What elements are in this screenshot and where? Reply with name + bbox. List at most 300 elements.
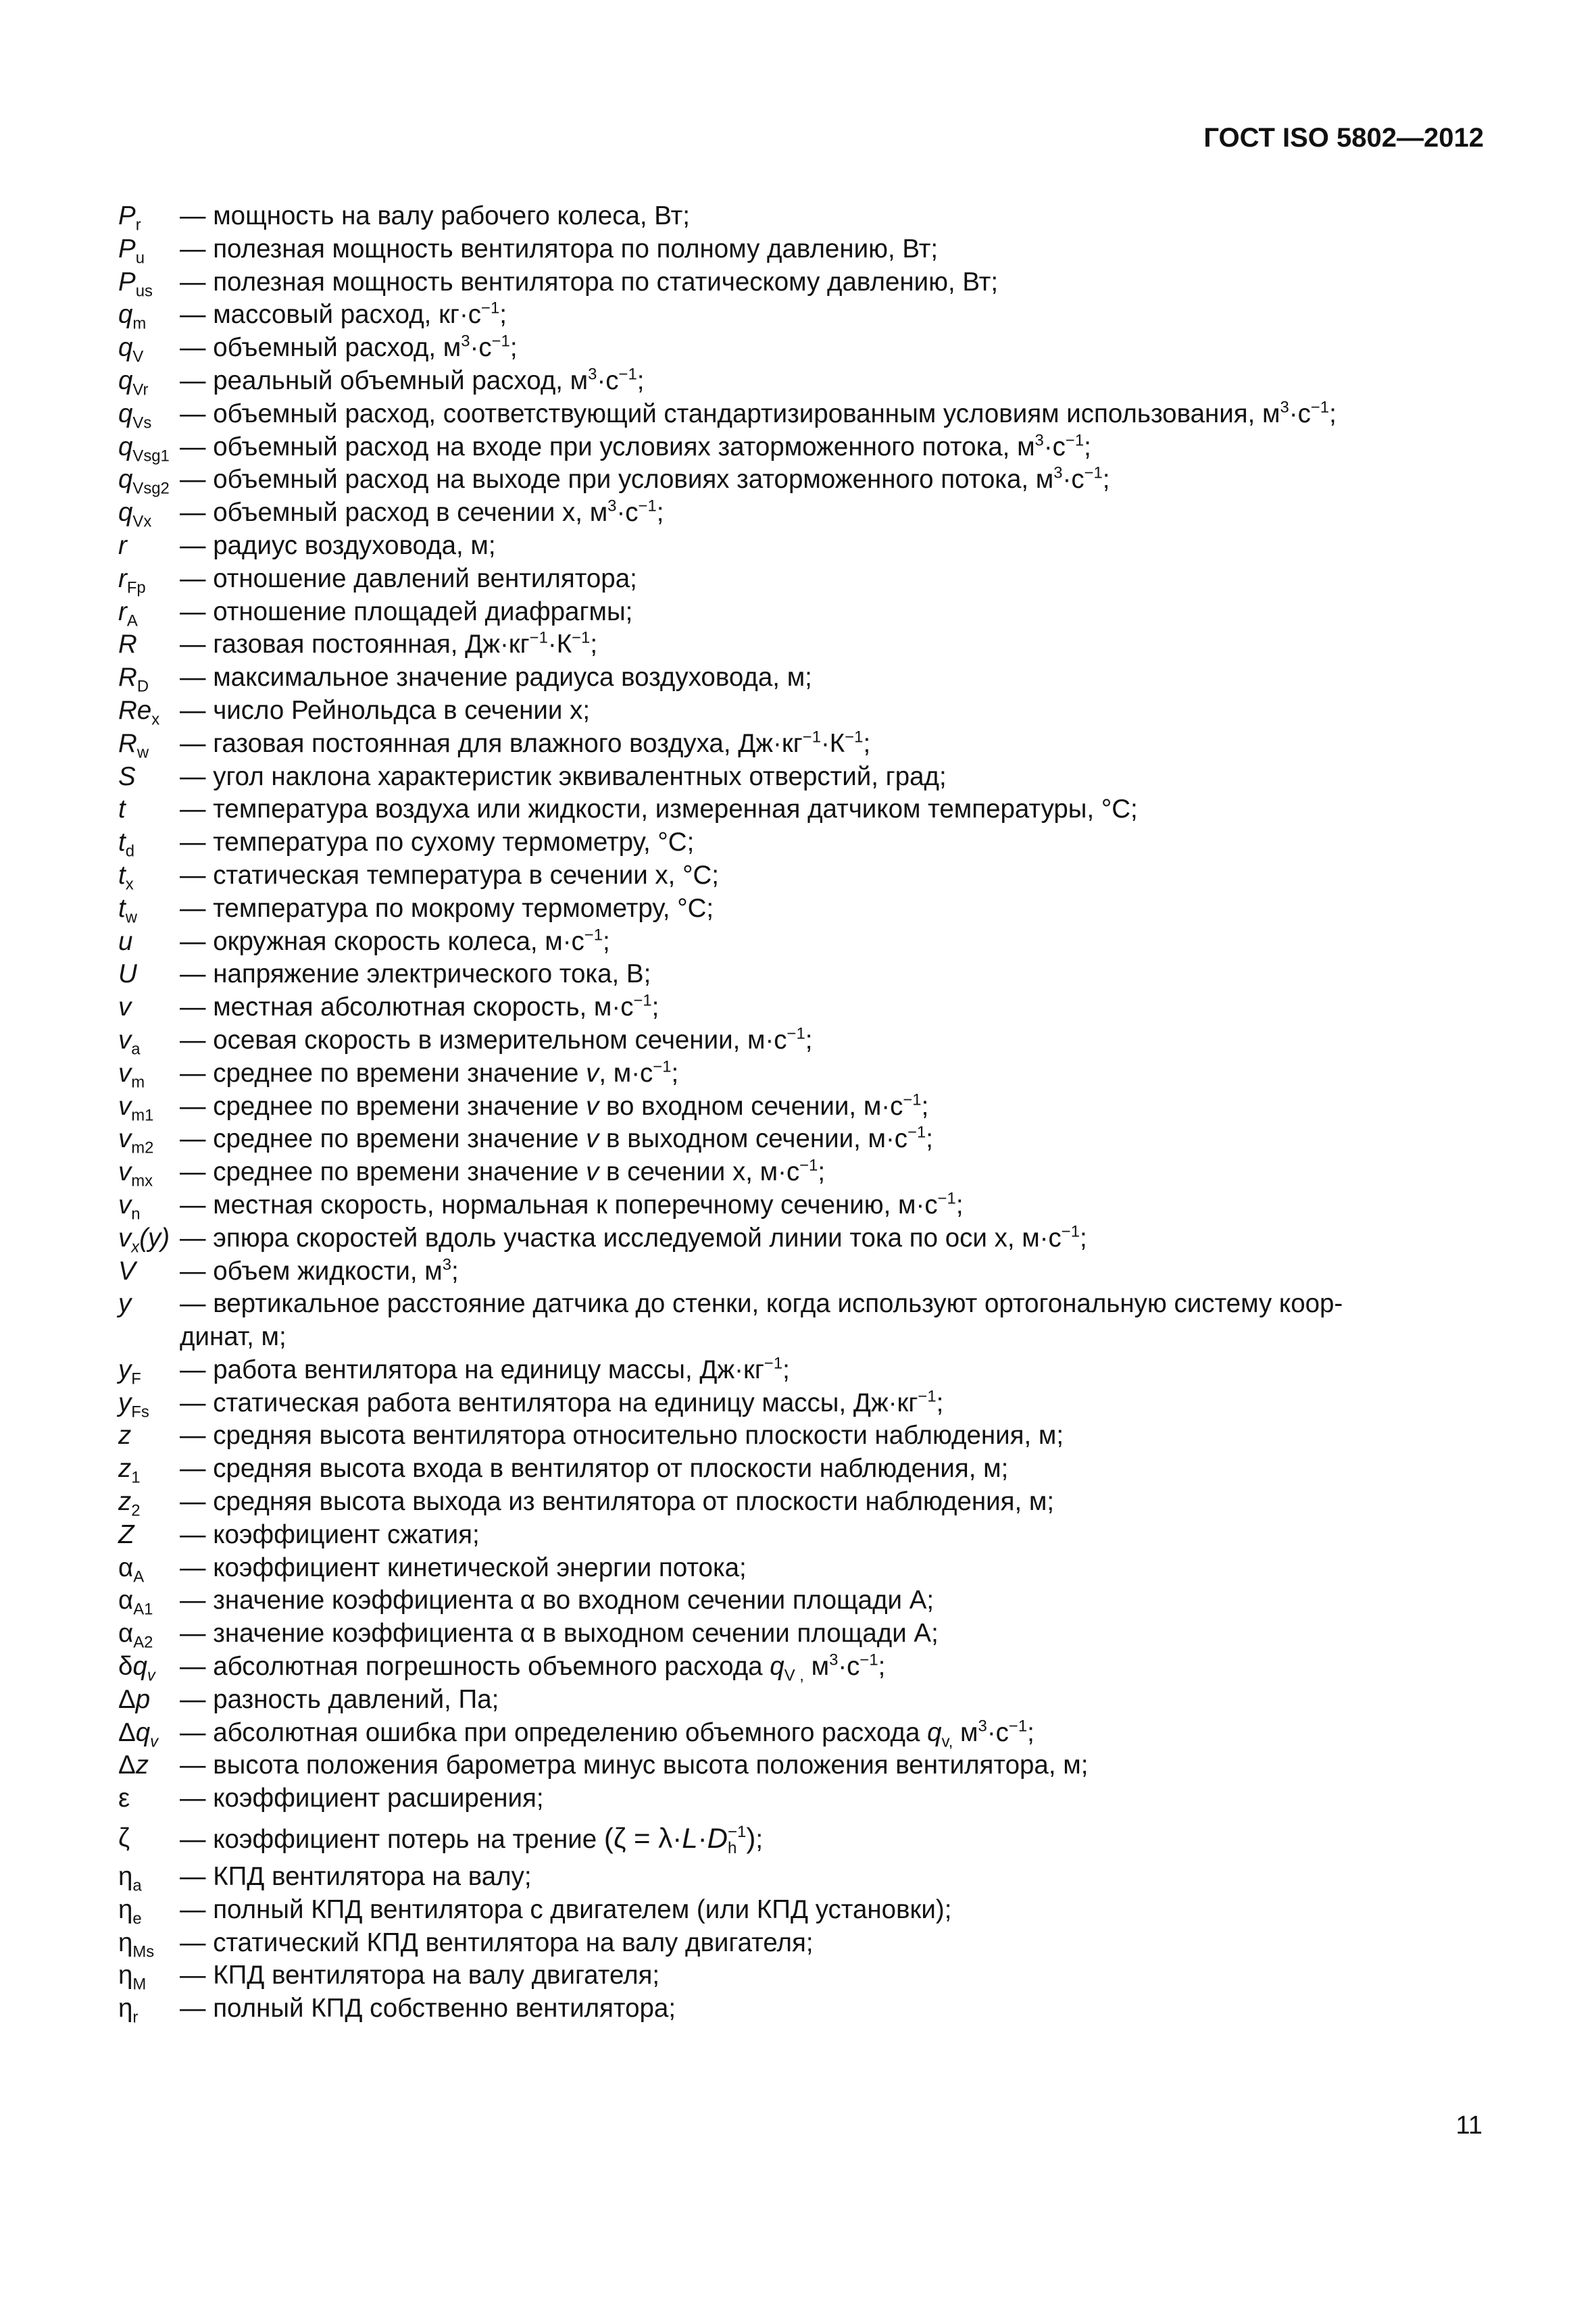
symbol-letter: v <box>118 1124 132 1154</box>
symbol-subscript: r <box>135 216 141 234</box>
definition-text <box>180 628 1487 661</box>
definition-row <box>118 299 1487 332</box>
em-dash: — <box>180 1487 214 1517</box>
symbol-subscript: 1 <box>131 1468 141 1487</box>
symbol <box>118 1057 180 1090</box>
definition-part: ·с <box>1062 465 1084 495</box>
definition-row <box>118 1057 1487 1090</box>
subscript-italic: x <box>131 1238 140 1257</box>
formula-D: D <box>707 1822 728 1855</box>
definition-continuation: динат, м; <box>180 1322 286 1352</box>
superscript: −1 <box>618 365 637 384</box>
definition-row <box>118 1419 1487 1453</box>
em-dash: — <box>180 992 214 1022</box>
definition-text <box>180 463 1487 497</box>
symbol <box>118 793 180 826</box>
em-dash: — <box>180 860 214 890</box>
definition-part: массовый расход, кг·с <box>213 300 482 330</box>
symbol-subscript: A2 <box>133 1633 153 1652</box>
symbol-letter: Z <box>118 1519 134 1549</box>
superscript: −1 <box>918 1387 937 1406</box>
symbol-letter: η <box>118 1861 133 1891</box>
symbol <box>118 1822 180 1855</box>
definition-tail: ; <box>637 366 645 395</box>
symbol-letter: y <box>118 1289 132 1319</box>
symbol <box>118 530 180 563</box>
definition-part: статическая температура в сечении x, °С; <box>213 860 719 890</box>
symbol-subscript <box>131 1238 139 1256</box>
definition-row <box>118 1617 1487 1651</box>
italic-variable: q <box>927 1717 942 1747</box>
definition-text <box>180 991 1487 1024</box>
em-dash: — <box>180 432 214 461</box>
definition-part: газовая постоянная для влажного воздуха, Дж·кг <box>213 728 803 758</box>
definition-tail: ; <box>603 926 610 956</box>
definition-tail: ; <box>955 1190 964 1219</box>
em-dash: — <box>180 728 214 758</box>
em-dash: — <box>180 959 214 989</box>
definition-row <box>118 1927 1487 1960</box>
definition-part: коэффициент кинетической энергии потока; <box>213 1553 747 1582</box>
formula-exponent: −1 <box>727 1822 747 1841</box>
symbol <box>118 398 180 431</box>
definition-text <box>180 728 1487 761</box>
definition-text <box>180 1486 1487 1519</box>
definition-tail: ; <box>451 1256 459 1286</box>
em-dash: — <box>180 828 214 857</box>
definition-part: осевая скорость в измерительном сечении, м·с <box>213 1025 787 1055</box>
definition-part: максимальное значение радиуса воздуховода, м; <box>213 663 812 693</box>
definition-text <box>180 695 1487 728</box>
superscript: −1 <box>764 1354 783 1373</box>
symbol-letter: y <box>118 1355 132 1384</box>
definition-tail: ; <box>509 333 518 363</box>
definition-part: в выходном сечении, м·с <box>599 1124 908 1154</box>
definition-text <box>180 398 1487 431</box>
symbol-letter: q <box>118 432 133 461</box>
superscript: −1 <box>903 1090 922 1109</box>
em-dash: — <box>180 1553 214 1582</box>
italic-variable: q <box>770 1652 784 1682</box>
definition-part: температура воздуха или жидкости, измеренная датчиком температуры, °С; <box>213 795 1138 824</box>
definition-row <box>118 1222 1487 1255</box>
definition-part: местная скорость, нормальная к поперечному сечению, м·с <box>213 1190 938 1219</box>
definition-text <box>180 1651 1487 1684</box>
em-dash: — <box>180 1961 214 1990</box>
definition-part: полезная мощность вентилятора по статическому давлению, Вт; <box>213 267 999 297</box>
em-dash: — <box>180 1619 214 1649</box>
definition-row <box>118 1651 1487 1684</box>
formula-supsub <box>728 1824 746 1857</box>
symbol-letter: q <box>118 300 133 330</box>
definition-text <box>180 1927 1487 1960</box>
superscript: 3 <box>442 1255 451 1274</box>
superscript: −1 <box>529 629 548 648</box>
italic-variable: v <box>586 1058 599 1088</box>
symbol-letter: p <box>135 1684 151 1714</box>
symbol <box>118 1959 180 1992</box>
em-dash: — <box>180 1388 214 1417</box>
symbol <box>118 859 180 892</box>
definition-text <box>180 596 1487 629</box>
definition-text <box>180 563 1487 596</box>
definition-part: мощность на валу рабочего колеса, Вт; <box>213 201 691 230</box>
formula-lambda: λ <box>658 1822 673 1855</box>
symbol <box>118 1222 180 1255</box>
definition-text <box>180 1584 1487 1617</box>
definition-text <box>180 1255 1487 1288</box>
symbol <box>118 233 180 266</box>
definition-text <box>180 1684 1487 1717</box>
em-dash: — <box>180 267 214 297</box>
em-dash: — <box>180 1025 214 1055</box>
definition-tail: ; <box>926 1124 933 1154</box>
definition-row <box>118 926 1487 959</box>
symbol <box>118 1782 180 1815</box>
definition-row <box>118 200 1487 233</box>
definition-part: работа вентилятора на единицу массы, Дж·кг <box>213 1355 764 1384</box>
definition-tail: ; <box>863 728 871 758</box>
symbol-letter: v <box>118 1223 132 1253</box>
symbol-subscript: M <box>132 1975 147 1994</box>
definition-row <box>118 1189 1487 1222</box>
em-dash: — <box>180 1091 214 1121</box>
paren-close: ) <box>746 1822 756 1855</box>
symbol <box>118 1090 180 1124</box>
definition-part: радиус воздуховода, м; <box>213 530 496 560</box>
definition-row <box>118 1584 1487 1617</box>
em-dash: — <box>180 333 214 363</box>
definition-part: реальный объемный расход, м <box>213 366 589 395</box>
definition-tail: ; <box>1084 432 1091 461</box>
symbol-letter: α <box>118 1619 134 1649</box>
symbol <box>118 463 180 497</box>
definition-part: в выходном сечении площади А; <box>535 1619 939 1649</box>
em-dash: — <box>180 1684 214 1714</box>
definition-part: значение коэффициента <box>213 1619 520 1649</box>
definition-row <box>118 1486 1487 1519</box>
symbol-letter: α <box>118 1553 134 1582</box>
definition-text <box>180 1288 1487 1354</box>
symbol-letter: y <box>118 1388 132 1417</box>
symbol <box>118 596 180 629</box>
symbol <box>118 991 180 1024</box>
italic-variable: v <box>586 1157 599 1187</box>
formula-L: L <box>682 1822 698 1855</box>
superscript: −1 <box>907 1124 926 1142</box>
definition-text <box>180 1387 1487 1420</box>
definition-tail: ; <box>499 300 507 330</box>
definition-part: полный КПД собственно вентилятора; <box>213 1994 676 2023</box>
superscript: −1 <box>1084 464 1103 483</box>
definition-text <box>180 530 1487 563</box>
definition-row <box>118 991 1487 1024</box>
definition-row <box>118 1552 1487 1585</box>
definition-part: эпюра скоростей вдоль участка исследуемой линии тока по оси x, м·с <box>213 1223 1062 1253</box>
definition-part: объемный расход в сечении x, м <box>213 498 608 528</box>
symbol-subscript: Ms <box>132 1942 155 1961</box>
superscript: −1 <box>653 1057 672 1076</box>
em-dash: — <box>180 201 214 230</box>
definition-row <box>118 695 1487 728</box>
definition-row <box>118 1782 1487 1815</box>
definition-row <box>118 1822 1487 1857</box>
superscript: 3 <box>978 1717 987 1736</box>
symbol <box>118 497 180 530</box>
formula-dot: · <box>672 1822 682 1855</box>
definition-part: ·с <box>616 498 639 528</box>
definition-part: во входном сечении, м·с <box>599 1091 903 1121</box>
symbol-subscript: mx <box>131 1172 153 1190</box>
italic-variable: v <box>586 1124 599 1154</box>
definition-text <box>180 1992 1487 2026</box>
em-dash: — <box>180 1289 214 1319</box>
symbol <box>118 1156 180 1189</box>
em-dash: — <box>180 761 214 791</box>
definition-tail: ; <box>1027 1717 1034 1747</box>
definition-part: среднее по времени значение <box>213 1091 587 1121</box>
definition-text <box>180 1519 1487 1552</box>
definition-text <box>180 1156 1487 1189</box>
definition-part: м <box>953 1717 978 1747</box>
definition-part: коэффициент расширения; <box>213 1784 544 1813</box>
symbol-letter: Re <box>118 695 152 725</box>
symbol-letter: v <box>118 1025 132 1055</box>
symbol-prefix: δ <box>118 1652 133 1682</box>
symbol <box>118 1419 180 1453</box>
em-dash: — <box>180 1355 214 1384</box>
definition-row <box>118 365 1487 398</box>
definition-row <box>118 661 1487 695</box>
symbol-subscript: A1 <box>133 1600 153 1619</box>
symbol-subscript: m2 <box>131 1138 154 1157</box>
superscript: 3 <box>607 497 617 515</box>
definition-text <box>180 1453 1487 1486</box>
em-dash: — <box>180 1652 214 1682</box>
symbol <box>118 728 180 761</box>
symbol-subscript: Fs <box>131 1403 149 1422</box>
definition-part: средняя высота вентилятора относительно плоскости наблюдения, м; <box>213 1421 1064 1451</box>
symbol <box>118 1617 180 1651</box>
em-dash: — <box>180 1223 214 1253</box>
symbol <box>118 628 180 661</box>
superscript: −1 <box>799 1156 818 1175</box>
definition-text <box>180 761 1487 794</box>
symbol-subscript: m <box>131 1073 145 1092</box>
greek-letter: α <box>520 1619 536 1649</box>
symbol <box>118 1024 180 1057</box>
symbol-subscript: 2 <box>131 1501 141 1520</box>
definition-tail: ; <box>1329 399 1337 428</box>
superscript: 3 <box>461 332 470 351</box>
symbol-subscript: x <box>125 875 134 894</box>
definition-row <box>118 1749 1487 1782</box>
superscript: −1 <box>638 497 657 515</box>
definition-row <box>118 266 1487 299</box>
definition-part: полный КПД вентилятора с двигателем (или КПД установки); <box>213 1894 952 1924</box>
superscript: −1 <box>1310 398 1330 417</box>
symbol-letter: P <box>118 234 136 263</box>
symbol-letter: z <box>118 1454 132 1484</box>
definition-row <box>118 761 1487 794</box>
definition-text <box>180 1552 1487 1585</box>
definition-tail: ; <box>805 1025 813 1055</box>
definition-part: отношение давлений вентилятора; <box>213 563 637 593</box>
definition-text <box>180 431 1487 464</box>
symbol-letter: u <box>118 926 133 956</box>
definition-row <box>118 1156 1487 1189</box>
formula-subscript: h <box>727 1838 737 1857</box>
symbol-letter: S <box>118 761 136 791</box>
symbol-letter: α <box>118 1586 134 1615</box>
definition-tail: ; <box>782 1355 790 1384</box>
symbol <box>118 1123 180 1156</box>
symbol <box>118 1992 180 2026</box>
em-dash: — <box>180 465 214 495</box>
em-dash: — <box>180 1994 214 2023</box>
symbol-letter: v <box>118 1190 132 1219</box>
definition-text <box>180 233 1487 266</box>
symbol-subscript <box>150 1732 158 1751</box>
em-dash: — <box>180 1058 214 1088</box>
symbol <box>118 431 180 464</box>
symbol <box>118 826 180 859</box>
superscript: −1 <box>937 1189 956 1208</box>
symbol-subscript: w <box>125 908 137 927</box>
superscript: −1 <box>481 299 500 318</box>
greek-letter: α <box>520 1586 536 1615</box>
definition-tail: ; <box>936 1388 944 1417</box>
em-dash: — <box>180 1124 214 1154</box>
superscript: −1 <box>572 629 591 648</box>
symbol-suffix: (y) <box>139 1223 170 1253</box>
definition-part: ·с <box>597 366 619 395</box>
definition-text <box>180 497 1487 530</box>
superscript: −1 <box>787 1024 805 1043</box>
definition-row <box>118 563 1487 596</box>
em-dash: — <box>180 563 214 593</box>
symbol-letter: v <box>118 1058 132 1088</box>
definition-part: ·с <box>470 333 492 363</box>
symbol-subscript: e <box>132 1909 142 1928</box>
superscript: −1 <box>491 332 510 351</box>
em-dash: — <box>180 1894 214 1924</box>
definition-part: объем жидкости, м <box>213 1256 443 1286</box>
symbol <box>118 1486 180 1519</box>
symbol <box>118 1749 180 1782</box>
definition-part: абсолютная погрешность объемного расхода <box>213 1652 770 1682</box>
definition-part: коэффициент сжатия; <box>213 1519 480 1549</box>
symbol-letter: q <box>118 366 133 395</box>
definition-text <box>180 1959 1487 1992</box>
definition-part: высота положения барометра минус высота положения вентилятора, м; <box>213 1751 1089 1780</box>
definition-text <box>180 365 1487 398</box>
symbol-letter: q <box>135 1717 151 1747</box>
definition-part: ·с <box>1043 432 1066 461</box>
symbol <box>118 1288 180 1321</box>
symbol-letter: q <box>118 465 133 495</box>
definition-part: среднее по времени значение <box>213 1157 587 1187</box>
subscript-italic: v <box>147 1666 155 1685</box>
symbol <box>118 1927 180 1960</box>
symbol <box>118 1354 180 1387</box>
definition-row <box>118 1354 1487 1387</box>
em-dash: — <box>180 893 214 923</box>
definition-text <box>180 859 1487 892</box>
definition-tail: ; <box>1102 465 1110 495</box>
formula-eq: = <box>626 1822 659 1855</box>
definition-text <box>180 266 1487 299</box>
definition-part: статический КПД вентилятора на валу двигателя; <box>213 1928 814 1957</box>
symbol-prefix: Δ <box>118 1751 136 1780</box>
em-dash: — <box>180 795 214 824</box>
em-dash: — <box>180 1861 214 1891</box>
symbol <box>118 365 180 398</box>
definition-text <box>180 1861 1487 1894</box>
symbol-subscript: us <box>135 281 153 300</box>
definition-part: угол наклона характеристик эквивалентных отверстий, град; <box>213 761 947 791</box>
symbol-prefix: Δ <box>118 1684 136 1714</box>
definition-text <box>180 1749 1487 1782</box>
definition-row <box>118 1387 1487 1420</box>
definition-text <box>180 200 1487 233</box>
definition-text <box>180 826 1487 859</box>
symbol-letter: R <box>118 728 137 758</box>
paren-open: ( <box>603 1822 614 1855</box>
superscript: −1 <box>633 991 652 1010</box>
symbol-subscript: u <box>135 249 145 268</box>
superscript: −1 <box>1008 1717 1028 1736</box>
em-dash: — <box>180 399 214 428</box>
definition-tail: ; <box>590 630 598 659</box>
symbol-subscript: D <box>136 677 149 696</box>
friction-formula <box>603 1822 756 1857</box>
definition-row <box>118 958 1487 991</box>
em-dash: — <box>180 1825 214 1855</box>
symbol-subscript: Vr <box>132 380 149 399</box>
definition-part: средняя высота выхода из вентилятора от плоскости наблюдения, м; <box>213 1487 1055 1517</box>
definition-row <box>118 1894 1487 1927</box>
superscript: −1 <box>1065 431 1084 450</box>
symbol-subscript: Vsg2 <box>132 479 170 498</box>
em-dash: — <box>180 1157 214 1187</box>
formula-zeta: ζ <box>613 1822 626 1855</box>
definition-part: вертикальное расстояние датчика до стенки, когда используют ортогональную систему коор- <box>213 1289 1343 1319</box>
superscript: 3 <box>1034 431 1044 450</box>
definition-part: среднее по времени значение <box>213 1124 587 1154</box>
symbol-subscript: A <box>133 1567 145 1586</box>
definition-text <box>180 1222 1487 1255</box>
symbol <box>118 1894 180 1927</box>
symbol <box>118 926 180 959</box>
definition-row <box>118 1123 1487 1156</box>
definition-part: среднее по времени значение <box>213 1058 587 1088</box>
symbol-letter: V <box>118 1256 136 1286</box>
italic-subscript: v, <box>941 1732 953 1751</box>
document-header: ГОСТ ISO 5802—2012 <box>1203 123 1484 153</box>
definition-part: КПД вентилятора на валу; <box>213 1861 532 1891</box>
symbol-letter: z <box>135 1751 149 1780</box>
symbol-letter: z <box>118 1487 132 1517</box>
symbol-letter: t <box>118 893 126 923</box>
symbol-subscript: m <box>132 314 147 333</box>
definition-text <box>180 1822 1487 1857</box>
definition-row <box>118 793 1487 826</box>
symbol-subscript: Vs <box>132 413 152 432</box>
definition-part: ·К <box>820 728 845 758</box>
symbol-subscript: Vx <box>132 512 152 531</box>
definition-part: отношение площадей диафрагмы; <box>213 597 633 626</box>
